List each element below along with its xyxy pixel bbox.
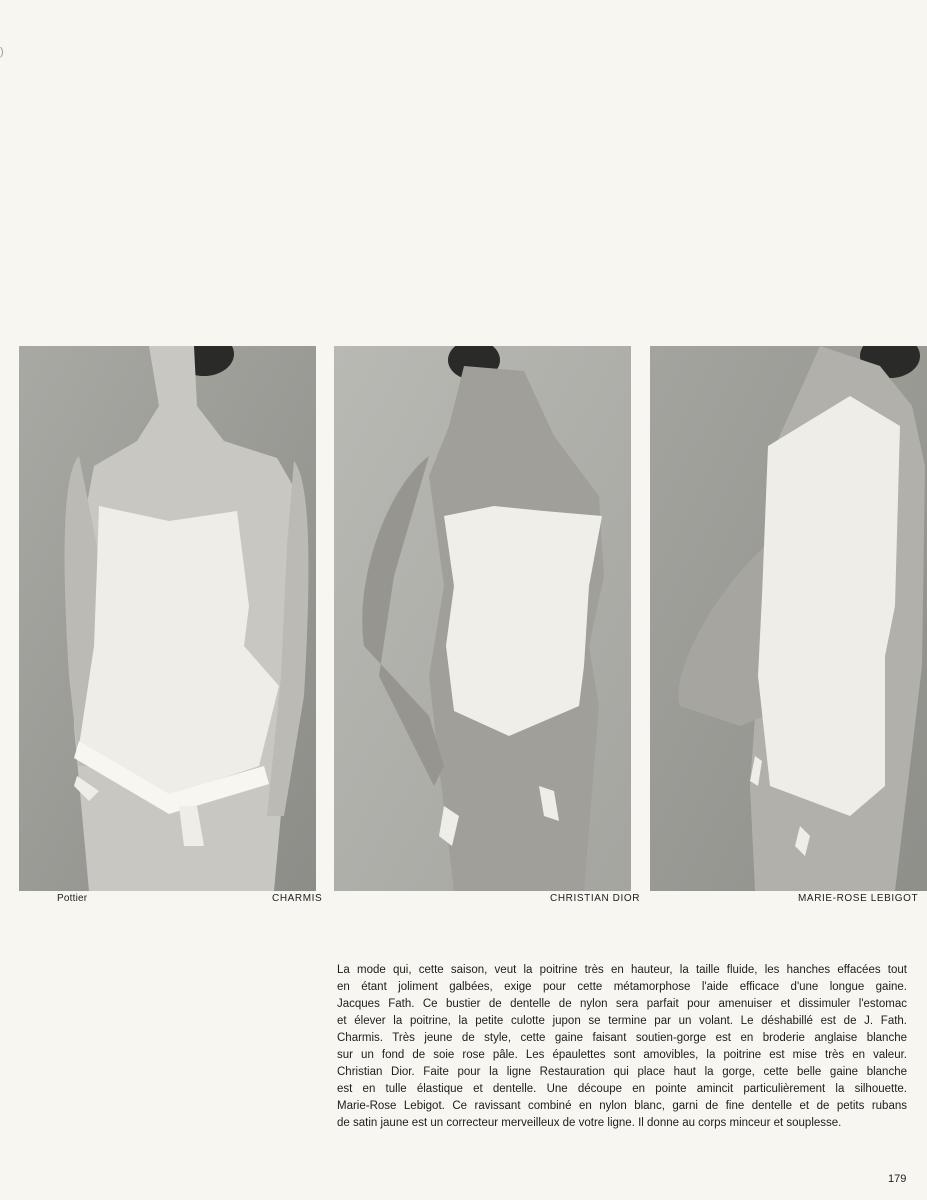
article-line: La mode qui, cette saison, veut la poitrine très en hauteur, la taille fluide, les hanches effacées tout bbox=[337, 964, 907, 976]
article-line: Marie-Rose Lebigot. Ce ravissant combiné en nylon blanc, garni de fine dentelle et de petits rubans bbox=[337, 1100, 907, 1112]
article-line: sur un fond de soie rose pâle. Les épaulettes sont amovibles, la poitrine est mise très en valeur. bbox=[337, 1049, 907, 1061]
photo-christian-dior bbox=[334, 346, 631, 891]
article-line: Christian Dior. Faite pour la ligne Restauration qui place haut la gorge, cette belle gaine blanche bbox=[337, 1066, 907, 1078]
article-line: Charmis. Très jeune de style, cette gaine faisant soutien-gorge est en broderie anglaise blanche bbox=[337, 1032, 907, 1044]
margin-mark: ) bbox=[0, 46, 4, 58]
article-line: Jacques Fath. Ce bustier de dentelle de nylon sera parfait pour amenuiser et dissimuler l'estomac bbox=[337, 998, 907, 1010]
photo-caption-christian-dior: CHRISTIAN DIOR bbox=[550, 893, 641, 904]
photo-marie-rose-lebigot bbox=[650, 346, 927, 891]
photo-caption-marie-rose-lebigot: MARIE-ROSE LEBIGOT bbox=[798, 893, 919, 904]
article-text bbox=[337, 962, 907, 1132]
photo-caption-charmis: CHARMIS bbox=[272, 893, 323, 904]
article-line: et élever la poitrine, la petite culotte jupon se termine par un volant. Le déshabillé est de J. Fath. bbox=[337, 1015, 907, 1027]
article-line: est en tulle élastique et dentelle. Une découpe en pointe amincit particulièrement la silhouette. bbox=[337, 1083, 907, 1095]
photographer-credit: Pottier bbox=[57, 893, 88, 904]
photo-charmis bbox=[19, 346, 316, 891]
article-line: de satin jaune est un correcteur merveilleux de votre ligne. Il donne au corps minceur et souplesse. bbox=[337, 1117, 842, 1129]
page-number: 179 bbox=[888, 1173, 907, 1185]
article-line: en étant joliment galbées, exige pour cette métamorphose l'aide efficace d'une longue gaine. bbox=[337, 981, 907, 993]
